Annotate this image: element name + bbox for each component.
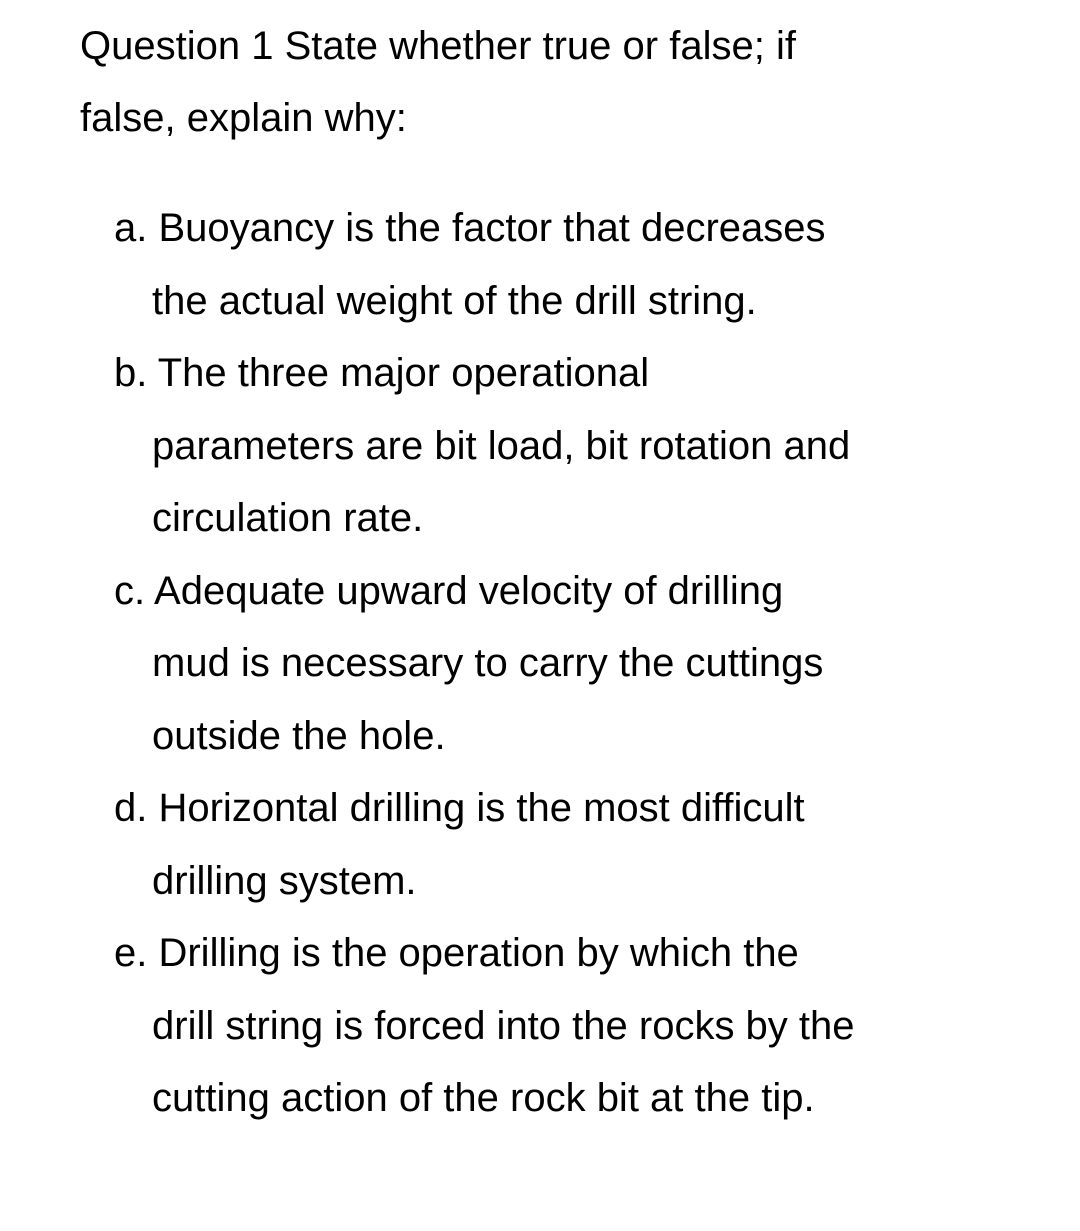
statement-b xyxy=(114,337,1044,555)
statement-line: drill string is forced into the rocks by the xyxy=(152,1003,855,1048)
statement-line: parameters are bit load, bit rotation and xyxy=(152,423,851,468)
statement-list xyxy=(114,192,1044,1135)
statement-line: b. The three major operational xyxy=(114,351,650,395)
question-heading xyxy=(80,10,1040,154)
question-line: Question 1 State whether true or false; if xyxy=(80,24,796,68)
statement-c xyxy=(114,555,1044,773)
statement-line: e. Drilling is the operation by which the xyxy=(114,931,799,975)
statement-line: circulation rate. xyxy=(152,496,424,540)
statement-e xyxy=(114,917,1044,1135)
statement-line: drilling system. xyxy=(152,858,417,903)
statement-line: cutting action of the rock bit at the tip. xyxy=(152,1076,815,1120)
question-line: false, explain why: xyxy=(80,96,407,140)
statement-d xyxy=(114,772,1044,917)
statement-a xyxy=(114,192,1044,337)
statement-line: d. Horizontal drilling is the most difficult xyxy=(114,786,805,830)
statement-line: mud is necessary to carry the cuttings xyxy=(152,641,824,685)
statement-line: outside the hole. xyxy=(152,713,446,758)
statement-line: the actual weight of the drill string. xyxy=(152,278,757,323)
statement-line: c. Adequate upward velocity of drilling xyxy=(114,568,784,613)
statement-line: a. Buoyancy is the factor that decreases xyxy=(114,206,826,250)
